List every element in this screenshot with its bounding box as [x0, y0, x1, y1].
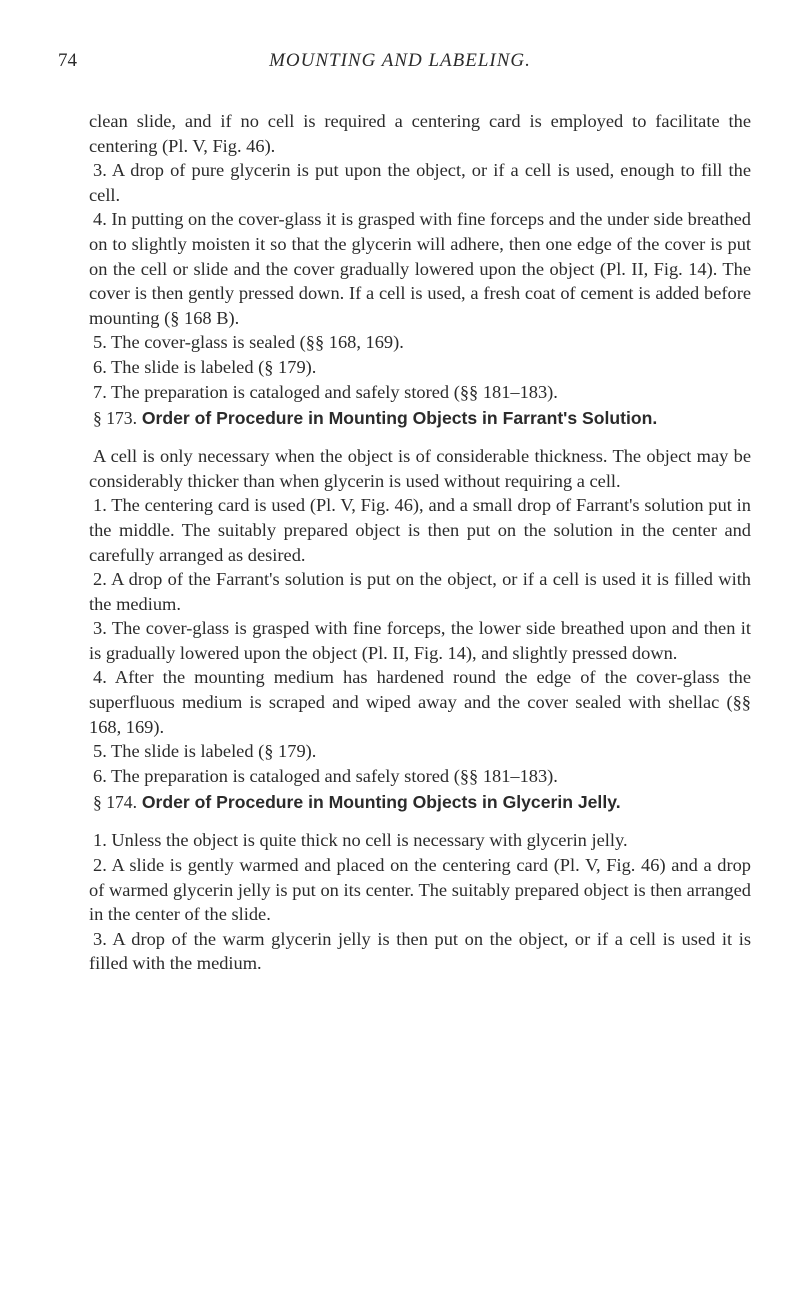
running-title: MOUNTING AND LABELING. — [269, 50, 531, 71]
section-heading — [89, 406, 751, 430]
paragraph: 2. A slide is gently warmed and placed on the centering card (Pl. V, Fig. 46) and a drop of warmed glycerin jelly is put on its center. The suitably prepared object is then arranged in the center of the slide. — [89, 855, 751, 925]
section-number: § 174. — [93, 792, 137, 813]
paragraph: 1. Unless the object is quite thick no cell is necessary with glycerin jelly. — [93, 830, 628, 851]
paragraph: clean slide, and if no cell is required a centering card is employed to facilitate the centering (Pl. V, Fig. 46). — [89, 111, 751, 156]
paragraph: 3. A drop of the warm glycerin jelly is then put on the object, or if a cell is used it is filled with the medium. — [89, 928, 751, 974]
paragraph: 7. The preparation is cataloged and safely stored (§§ 181–183). — [93, 381, 558, 402]
section-heading — [89, 790, 751, 814]
paragraph: 1. The centering card is used (Pl. V, Fig. 46), and a small drop of Farrant's solution put in the middle. The suitably prepared object is then put on the solution in the center and carefully arranged as desired. — [89, 495, 751, 565]
paragraph: 5. The slide is labeled (§ 179). — [93, 741, 317, 762]
paragraph: 6. The preparation is cataloged and safely stored (§§ 181–183). — [93, 765, 558, 786]
section-title: Order of Procedure in Mounting Objects in Farrant's Solution. — [136, 408, 658, 429]
paragraph: 4. In putting on the cover-glass it is grasped with fine forceps and the under side breathed on to slightly moisten it so that the glycerin will adhere, then one edge of the cover is put on the cell or slide and the cover gradually lowered upon the object (Pl. II, Fig. 14). The cover is then gently pressed down. If a cell is used, a fresh coat of cement is added before mounting (§ 168 B). — [89, 209, 751, 328]
paragraph: 2. A drop of the Farrant's solution is put on the object, or if a cell is used it is filled with the medium. — [89, 569, 751, 614]
paragraph: 6. The slide is labeled (§ 179). — [93, 356, 317, 377]
section-number: § 173. — [93, 408, 137, 429]
page-number: 74 — [58, 50, 77, 71]
paragraph: 3. The cover-glass is grasped with fine forceps, the lower side breathed upon and then it is gradually lowered upon the object (Pl. II, Fig. 14), and slightly pressed down. — [89, 618, 751, 663]
page-header — [58, 50, 742, 78]
paragraph: 3. A drop of pure glycerin is put upon the object, or if a cell is used, enough to fill the cell. — [89, 160, 751, 205]
section-title: Order of Procedure in Mounting Objects in Glycerin Jelly. — [136, 792, 621, 813]
paragraph: 4. After the mounting medium has hardened round the edge of the cover-glass the superfluous medium is scraped and wiped away and the cover sealed with shellac (§§ 168, 169). — [89, 667, 751, 737]
paragraph: 5. The cover-glass is sealed (§§ 168, 169). — [93, 332, 404, 353]
page-body — [89, 109, 751, 976]
paragraph: A cell is only necessary when the object is of considerable thickness. The object may be considerably thicker than when glycerin is used without requiring a cell. — [89, 446, 751, 491]
